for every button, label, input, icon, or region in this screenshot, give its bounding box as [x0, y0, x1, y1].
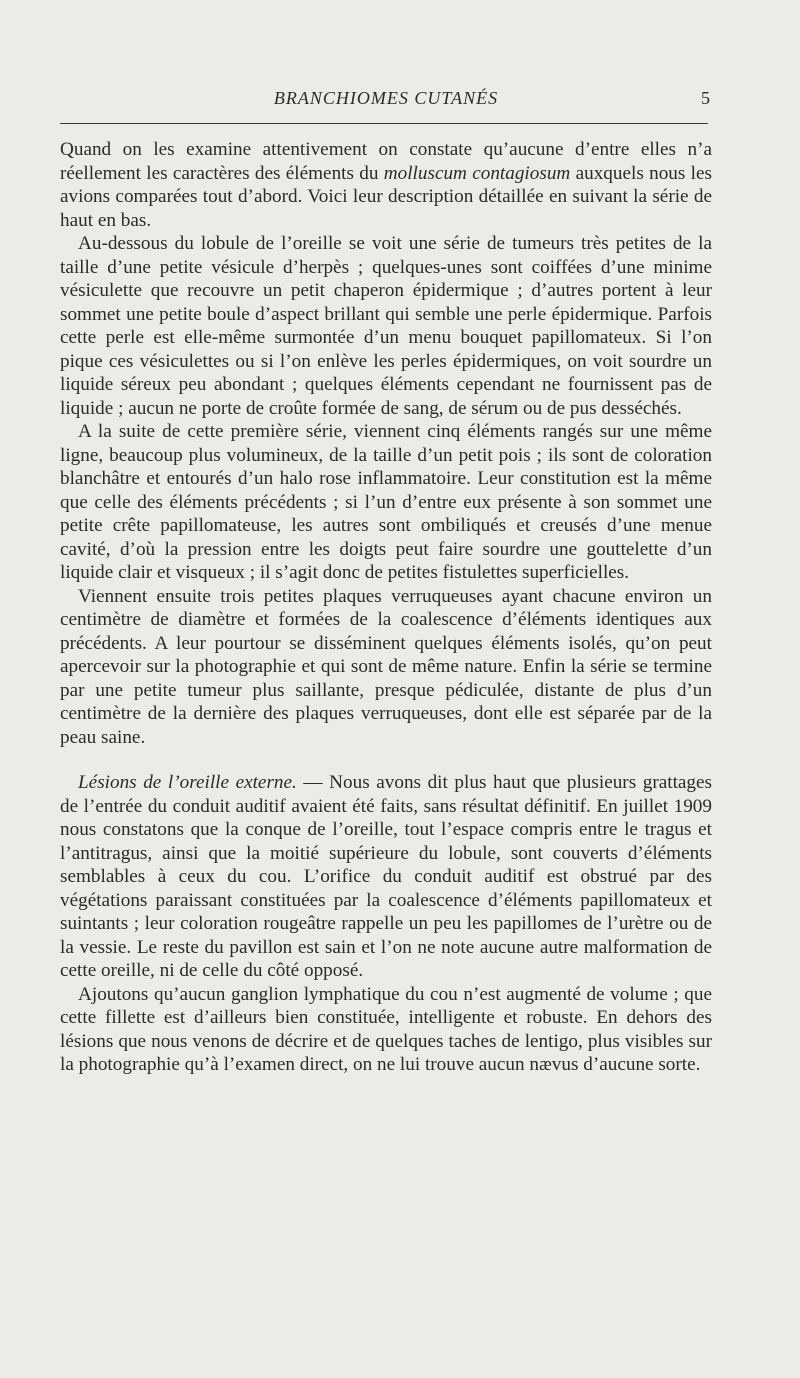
paragraph-5 [60, 771, 712, 983]
paragraph-1-italic-term: molluscum contagiosum [383, 162, 571, 184]
header-rule [60, 123, 708, 124]
page-header [60, 88, 712, 118]
paragraph-5-text: — Nous avons dit plus haut que plusieurs grattages de l’entrée du conduit auditif avaient été faits, sans résultat définitif. En juillet 1909 nous constatons que la conque de l’oreille, tout l’espace compris entre le tragus et l’antitragus, ainsi que la moitié supérieure du lobule, sont couverts d’éléments semblables à ceux du cou. L’orifice du conduit auditif est obstrué par des végétations paraissant constituées par la coalescence d’éléments papillomateux et suintants ; leur coloration rougeâtre rappelle un peu les papillomes de l’urètre ou de la vessie. Le reste du pavillon est sain et l’on ne note aucune autre malformation de cette oreille, ni de celle du côté opposé. [60, 772, 712, 981]
page-number: 5 [701, 88, 710, 108]
paragraph-2: Au-dessous du lobule de l’oreille se voit une série de tumeurs très petites de la taille d’une petite vésicule d’herpès ; quelques-unes sont coiffées d’une minime vésiculette que recouvre un petit chaperon épidermique ; d’autres portent à leur sommet une petite boule d’aspect brillant qui semble une perle épidermique. Parfois cette perle est elle-même surmontée d’un menu bouquet papillomateux. Si l’on pique ces vésiculettes ou si l’on enlève les perles épidermiques, on voit sourdre un liquide séreux peu abondant ; quelques éléments cependant ne fournissent pas de liquide ; aucun ne porte de croûte formée de sang, de sérum ou de pus desséchés. [60, 233, 712, 419]
paragraph-1-text-a: Quand on les examine attentivement on constate qu’aucune d’entre elles n’a réellement les caractères des éléments du [60, 139, 712, 184]
body-text [60, 138, 712, 1077]
paragraph-4: Viennent ensuite trois petites plaques verruqueuses ayant chacune environ un centimètre de diamètre et formées de la coalescence d’éléments identiques aux précédents. A leur pourtour se disséminent quelques éléments isolés, qu’on peut apercevoir sur la photographie et qui sont de même nature. Enfin la série se termine par une petite tumeur plus saillante, presque pédiculée, distante de plus d’un centimètre de la dernière des plaques verruqueuses, dont elle est séparée par de la peau saine. [60, 585, 712, 748]
paragraph-6: Ajoutons qu’aucun ganglion lymphatique du cou n’est augmenté de volume ; que cette fillette est d’ailleurs bien constituée, intelligente et robuste. En dehors des lésions que nous venons de décrire et de quelques taches de lentigo, plus visibles sur la photographie qu’à l’examen direct, on ne lui trouve aucun nævus d’aucune sorte. [60, 983, 712, 1075]
paragraph-1 [60, 138, 712, 232]
running-title: BRANCHIOMES CUTANÉS [273, 88, 499, 108]
section-heading-oreille-externe: Lésions de l’oreille externe. [78, 772, 297, 793]
paragraph-3: A la suite de cette première série, viennent cinq éléments rangés sur une même ligne, beaucoup plus volumineux, de la taille d’un petit pois ; ils sont de coloration blanchâtre et entourés d’un halo rose inflammatoire. Leur constitution est la même que celle des éléments précédents ; si l’un d’entre eux présente à son sommet une petite crête papillomateuse, les autres sont ombiliqués et creusés d’une menue cavité, d’où la pression entre les doigts peut faire sourdre une gouttelette d’un liquide clair et visqueux ; il s’agit donc de petites fistulettes superficielles. [60, 421, 712, 583]
paragraph-1-text-b: auxquels nous les avions comparées tout d’abord. Voici leur description détaillée en suivant la série de haut en bas. [60, 162, 712, 231]
